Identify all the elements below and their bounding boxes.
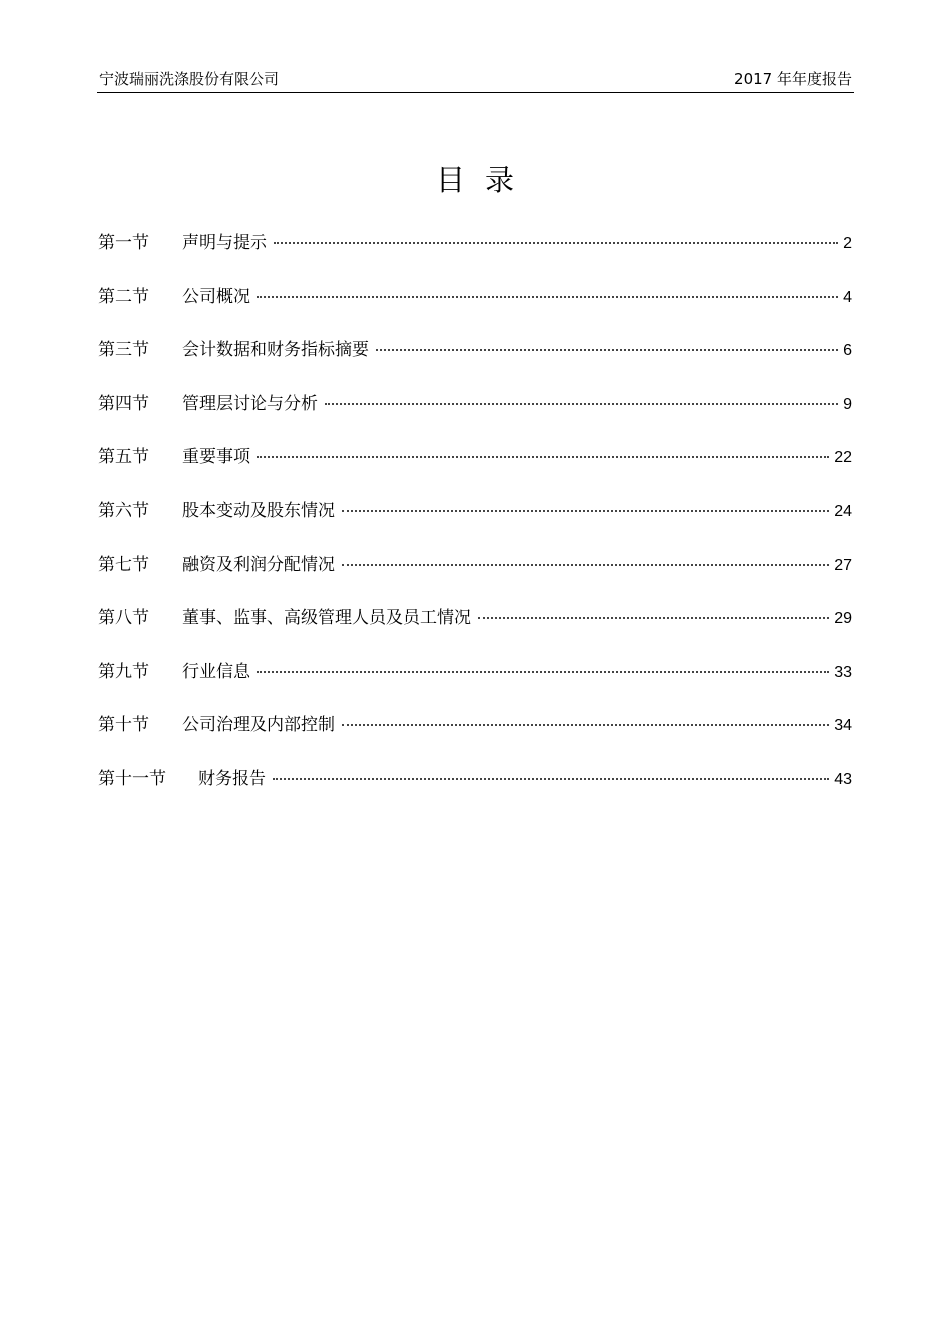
toc-entry-10[interactable] [98, 712, 852, 738]
toc-section-title: 重要事项 [182, 447, 250, 467]
toc-section-title: 声明与提示 [182, 233, 267, 253]
toc-section-number: 第九节 [98, 662, 149, 682]
toc-dot-leader [273, 776, 829, 780]
toc-section-number: 第十一节 [98, 769, 166, 789]
toc-dot-leader [342, 722, 829, 726]
toc-page-number: 9 [843, 396, 852, 413]
toc-page-number: 4 [843, 289, 852, 306]
toc-section-number: 第一节 [98, 233, 149, 253]
toc-page-number: 2 [843, 235, 852, 252]
toc-dot-leader [257, 454, 829, 458]
toc-section-title: 会计数据和财务指标摘要 [182, 340, 369, 360]
toc-dot-leader [257, 294, 838, 298]
toc-dot-leader [342, 508, 829, 512]
toc-section-title: 公司概况 [182, 287, 250, 307]
toc-section-number: 第五节 [98, 447, 149, 467]
toc-entry-11[interactable] [98, 766, 852, 792]
toc-page-number: 27 [834, 557, 852, 574]
toc-page-number: 43 [834, 771, 852, 788]
toc-section-title: 财务报告 [198, 769, 266, 789]
toc-dot-leader [325, 401, 838, 405]
toc-section-number: 第七节 [98, 555, 149, 575]
toc-dot-leader [257, 669, 829, 673]
toc-dot-leader [274, 240, 838, 244]
toc-dot-leader [342, 562, 829, 566]
toc-entry-9[interactable] [98, 659, 852, 685]
toc-page-number: 6 [843, 342, 852, 359]
toc-page-number: 22 [834, 449, 852, 466]
toc-section-title: 股本变动及股东情况 [182, 501, 335, 521]
page-header [97, 66, 854, 93]
toc-page-number: 33 [834, 664, 852, 681]
toc-section-title: 董事、监事、高级管理人员及员工情况 [182, 608, 471, 628]
toc-entry-8[interactable] [98, 605, 852, 631]
toc-entry-5[interactable] [98, 444, 852, 470]
toc-entry-3[interactable] [98, 337, 852, 363]
toc-section-title: 管理层讨论与分析 [182, 394, 318, 414]
toc-page-number: 24 [834, 503, 852, 520]
toc-entry-1[interactable] [98, 230, 852, 256]
toc-dot-leader [376, 347, 838, 351]
toc-entry-2[interactable] [98, 284, 852, 310]
header-report-title: 2017 年年度报告 [734, 70, 852, 88]
toc-page-number: 29 [834, 610, 852, 627]
toc-entry-6[interactable] [98, 498, 852, 524]
toc-section-number: 第十节 [98, 715, 149, 735]
toc-section-title: 公司治理及内部控制 [182, 715, 335, 735]
header-company-name: 宁波瑞丽洗涤股份有限公司 [99, 70, 280, 88]
toc-section-title: 行业信息 [182, 662, 250, 682]
toc-section-number: 第二节 [98, 287, 149, 307]
toc-title: 目录 [435, 163, 534, 197]
toc-dot-leader [478, 615, 829, 619]
toc-page-number: 34 [834, 717, 852, 734]
toc-entry-4[interactable] [98, 391, 852, 417]
toc-section-number: 第四节 [98, 394, 149, 414]
toc-section-title: 融资及利润分配情况 [182, 555, 335, 575]
toc-section-number: 第三节 [98, 340, 149, 360]
toc-entry-7[interactable] [98, 552, 852, 578]
toc-section-number: 第六节 [98, 501, 149, 521]
toc-section-number: 第八节 [98, 608, 149, 628]
